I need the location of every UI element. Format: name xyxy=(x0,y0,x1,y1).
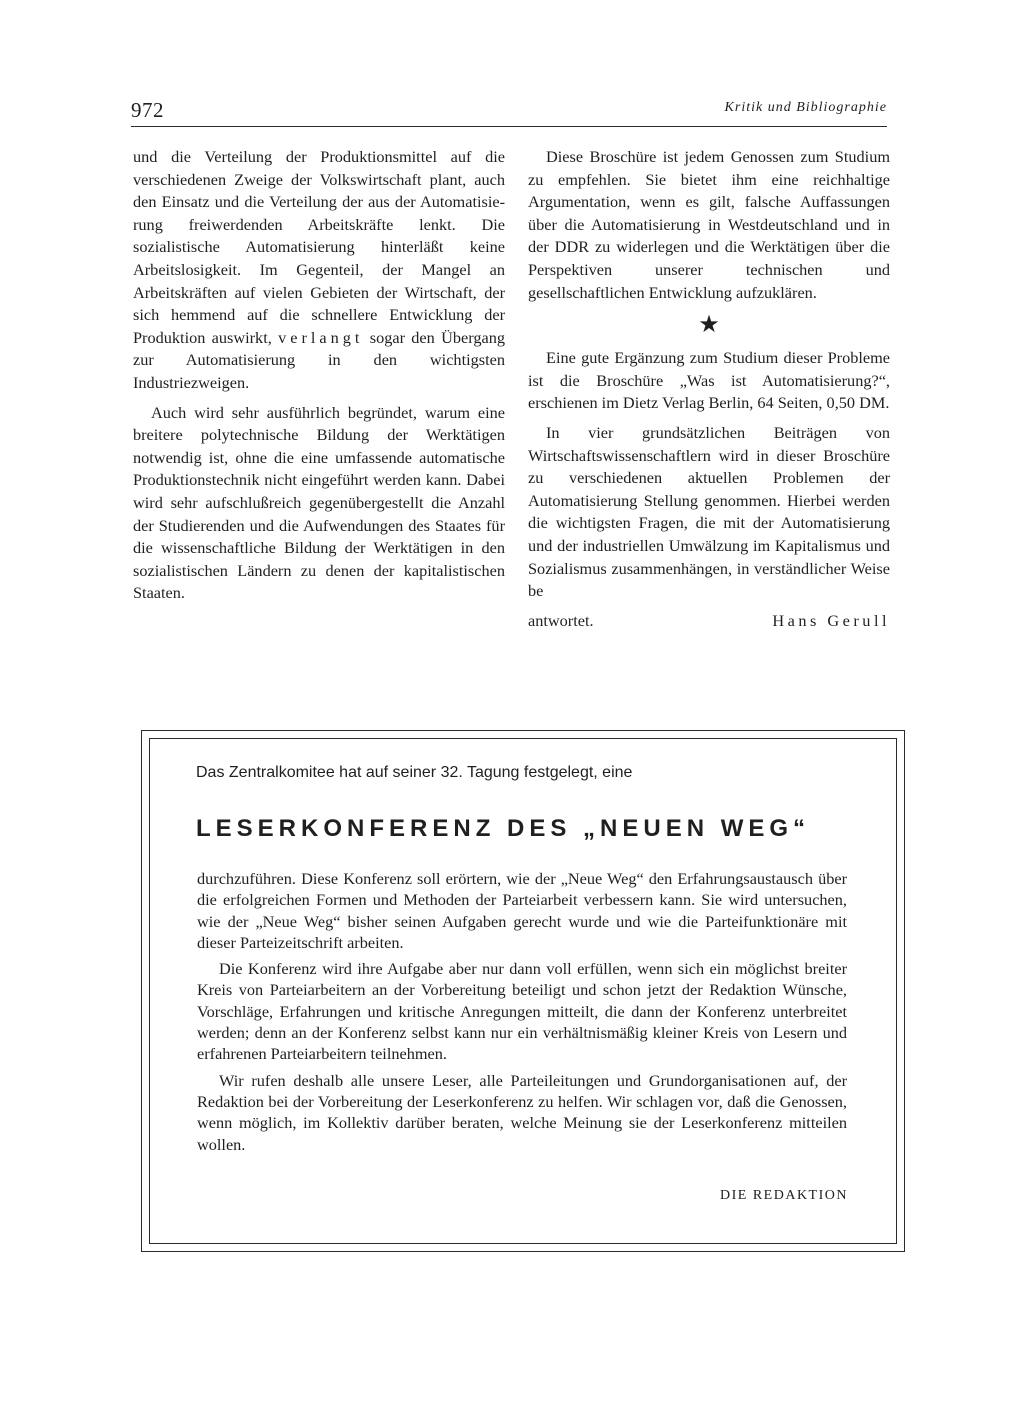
notice-paragraph-3: Wir rufen deshalb alle unsere Leser, alle Parteileitungen und Grundorganisationen auf, der Redaktion bei der Vorbereitung der Leserkonferenz zu helfen. Wir schlagen vor, daß die Genossen, wenn möglich, im Kollektiv darüber beraten, welche Meinung sie der Leserkonferenz mitteilen wollen. xyxy=(197,1070,847,1154)
left-column xyxy=(133,146,505,612)
notice-intro: Das Zentralkomitee hat auf seiner 32. Tagung festgelegt, eine xyxy=(196,764,633,781)
right-paragraph-3-last: antwortet. xyxy=(528,610,594,630)
notice-signature: DIE REDAKTION xyxy=(720,1188,848,1203)
left-paragraph-1 xyxy=(133,146,505,395)
left-paragraph-1-text: und die Verteilung der Produktionsmittel auf die verschiedenen Zweige der Volkswirtschaft plant, auch den Einsatz und die Verteilung der aus der Automatisierung freiwerdenden Arbeitskräfte lenkt. Die sozialistische Automatisierung hinterläßt keine Arbeitslosigkeit. Im Gegenteil, der Mangel an Arbeitskräften auf vielen Gebieten der Wirtschaft, der sich hemmend auf die schnellere Entwicklung der Produktion auswirkt, xyxy=(133,147,505,347)
header-rule xyxy=(131,126,887,127)
notice-paragraph-1: durchzuführen. Diese Konferenz soll erörtern, wie der „Neue Weg“ den Erfahrungsaustausch über die erfolgreichen Formen und Methoden der Parteiarbeit verbessern kann. Sie wird untersuchen, wie der „Neue Weg“ bisher seinen Aufgaben gerecht wurde und wie die Parteifunktionäre mit dieser Parteizeitschrift arbeiten. xyxy=(197,869,847,952)
star-icon: ★ xyxy=(698,312,720,339)
right-paragraph-2: Eine gute Ergänzung zum Studium dieser Probleme ist die Broschüre „Was ist Automatisierung?“, erschienen im Dietz Verlag Berlin, 64 Seiten, 0,50 DM. xyxy=(528,348,890,413)
emphasis-verlangt: verlangt xyxy=(278,327,364,347)
notice-body xyxy=(197,868,847,1160)
right-paragraph-1: Diese Broschüre ist jedem Genossen zum Studium zu empfehlen. Sie bietet ihm eine reichhaltige Argumentation, wenn es gilt, falsche Auffassungen über die Automatisierung in Westdeutschland und in der DDR zu widerlegen und die Werktätigen über die Perspektiven unserer technischen und gesellschaftlichen Entwicklung aufzuklären. xyxy=(528,147,890,302)
page-header xyxy=(131,98,887,124)
running-head: Kritik und Bibliographie xyxy=(724,100,887,115)
left-paragraph-2: Auch wird sehr ausführlich begründet, warum eine breitere polytechnische Bildung der Werktätigen notwendig ist, ohne die eine umfassende automatische Produktionstechnik nicht eingeführt werden kann. Dabei wird sehr aufschlußreich gegenübergestellt die Anzahl der Studierenden und die Aufwendungen des Staates für die wissenschaftliche Bildung der Werktätigen in den sozialistischen Ländern zu denen der kapitalistischen Staaten. xyxy=(133,402,505,603)
notice-paragraph-2: Die Konferenz wird ihre Aufgabe aber nur dann voll erfüllen, wenn sich ein möglichst breiter Kreis von Parteiarbeitern an der Vorbereitung beteiligt und schon jetzt der Redaktion Wünsche, Vorschläge, Erfahrungen und kritische Anregungen mitteilt, die dann der Konferenz unterbreitet werden; denn an der Konferenz selbst kann nur ein verhältnismäßig kleiner Kreis von Lesern und erfahrenen Parteiarbeitern teilnehmen. xyxy=(197,959,847,1064)
right-column xyxy=(528,146,890,639)
right-paragraph-3: In vier grundsätzlichen Beiträgen von Wirtschaftswissenschaftlern wird in dieser Broschüre zu verschiedenen aktuellen Problemen der Automatisierung Stellung genommen. Hierbei werden die wichtigsten Fragen, die mit der Automatisierung und der industriellen Umwälzung im Kapitalismus und Sozialismus zusammenhängen, in verständlicher Weise be xyxy=(528,422,890,601)
author-signature: Hans Gerull xyxy=(772,610,890,630)
notice-title: LESERKONFERENZ DES „NEUEN WEG“ xyxy=(196,815,811,842)
right-paragraph-3-end xyxy=(528,610,890,633)
left-paragraph-1-end: sogar den Übergang zur Automatisierung in den wichtigsten Industriezweigen. xyxy=(133,327,505,392)
page-number: 972 xyxy=(131,98,164,122)
